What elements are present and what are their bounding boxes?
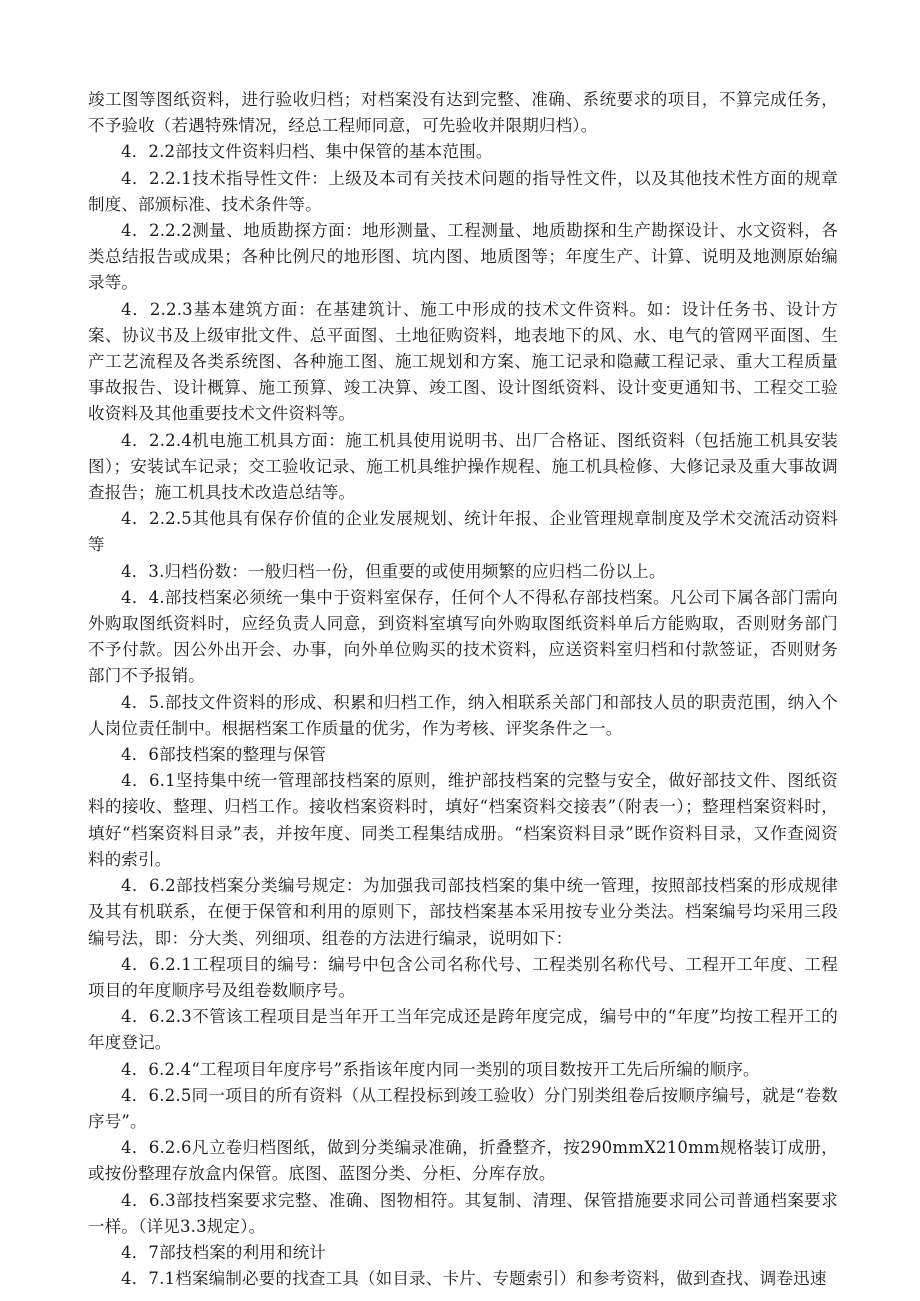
section-heading-4-7: 4．7部技档案的利用和统计	[121, 1242, 327, 1262]
paragraph-continuation: 竣工图等图纸资料，进行验收归档；对档案没有达到完整、准确、系统要求的项目，不算完成任务，不予验收（若遇特殊情况，经总工程师同意，可先验收并限期归档）。	[88, 90, 838, 136]
paragraph-4-6-2-5: 4．6.2.5同一项目的所有资料（从工程投标到竣工验收）分门别类组卷后按顺序编号，就是“卷数序号”。	[88, 1085, 838, 1131]
paragraph-4-6-2-6: 4．6.2.6凡立卷归档图纸，做到分类编录准确，折叠整齐，按290mmX210mm规格装订成册，或按份整理存放盒内保管。底图、蓝图分类、分柜、分库存放。	[88, 1138, 838, 1184]
paragraph-4-2-2-4: 4．2.2.4机电施工机具方面：施工机具使用说明书、出厂合格证、图纸资料（包括施工机具安装图）；安装试车记录；交工验收记录、施工机具维护操作规程、施工机具检修、大修记录及重大事故调查报告；施工机具技术改造总结等。	[88, 430, 838, 503]
paragraph-4-5: 4．5.部技文件资料的形成、积累和归档工作，纳入相联系关部门和部技人员的职责范围，纳入个人岗位责任制中。根据档案工作质量的优劣，作为考核、评奖条件之一。	[88, 692, 838, 738]
paragraph-4-6-3: 4．6.3部技档案要求完整、准确、图物相符。其复制、清理、保管措施要求同公司普通档案要求一样。（详见3.3规定）。	[88, 1190, 838, 1236]
paragraph-4-6-2-4: 4．6.2.4“工程项目年度序号”系指该年度内同一类别的项目数按开工先后所编的顺序。	[121, 1059, 760, 1079]
paragraph-4-2-2: 4．2.2部技文件资料归档、集中保管的基本范围。	[121, 142, 493, 162]
paragraph-4-6-2: 4．6.2部技档案分类编号规定：为加强我司部技档案的集中统一管理，按照部技档案的形成规律及其有机联系，在便于保管和利用的原则下，部技档案基本采用按专业分类法。档案编号均采用三段编号法，即：分大类、列细项、组卷的方法进行编录，说明如下：	[88, 876, 838, 948]
paragraph-4-2-2-5: 4．2.2.5其他具有保存价值的企业发展规划、统计年报、企业管理规章制度及学术交流活动资料等	[88, 509, 838, 555]
paragraph-4-7-1: 4．7.1档案编制必要的找查工具（如目录、卡片、专题索引）和参考资料，做到查找、调卷迅速	[121, 1269, 827, 1289]
paragraph-4-6-1: 4．6.1坚持集中统一管理部技档案的原则，维护部技档案的完整与安全，做好部技文件、图纸资料的接收、整理、归档工作。接收档案资料时，填好“档案资料交接表”（附表一）；整理档案资料时，填好“档案资料目录”表，并按年度、同类工程集结成册。“档案资料目录”既作资料目录，又作查阅资料的索引。	[88, 771, 838, 869]
paragraph-4-6-2-1: 4．6.2.1工程项目的编号：编号中包含公司名称代号、工程类别名称代号、工程开工年度、工程项目的年度顺序号及组卷数顺序号。	[88, 954, 838, 1000]
paragraph-4-2-2-1: 4．2.2.1技术指导性文件：上级及本司有关技术问题的指导性文件，以及其他技术性方面的规章制度、部颁标准、技术条件等。	[88, 168, 838, 214]
paragraph-4-3: 4．3.归档份数：一般归档一份，但重要的或使用频繁的应归档二份以上。	[121, 561, 666, 581]
paragraph-4-2-2-3: 4．2.2.3基本建筑方面：在基建筑计、施工中形成的技术文件资料。如：设计任务书、设计方案、协议书及上级审批文件、总平面图、土地征购资料，地表地下的风、水、电气的管网平面图、生产工艺流程及各类系统图、各种施工图、施工规划和方案、施工记录和隐藏工程记录、重大工程质量事故报告、设计概算、施工预算、竣工决算、竣工图、设计图纸资料、设计变更通知书、工程交工验收资料及其他重要技术文件资料等。	[88, 299, 838, 424]
paragraph-4-2-2-2: 4．2.2.2测量、地质勘探方面：地形测量、工程测量、地质勘探和生产勘探设计、水文资料，各类总结报告或成果；各种比例尺的地形图、坑内图、地质图等；年度生产、计算、说明及地测原始编录等。	[88, 221, 838, 293]
paragraph-4-4: 4．4.部技档案必须统一集中于资料室保存，任何个人不得私存部技档案。凡公司下属各部门需向外购取图纸资料时，应经负责人同意，到资料室填写向外购取图纸资料单后方能购取，否则财务部门不予付款。因公外出开会、办事，向外单位购买的技术资料，应送资料室归档和付款签证，否则财务部门不予报销。	[88, 587, 838, 686]
paragraph-4-6-2-3: 4．6.2.3不管该工程项目是当年开工当年完成还是跨年度完成，编号中的“年度”均按工程开工的年度登记。	[88, 1007, 838, 1053]
document-page	[88, 87, 838, 1292]
section-heading-4-6: 4．6部技档案的整理与保管	[121, 745, 327, 765]
